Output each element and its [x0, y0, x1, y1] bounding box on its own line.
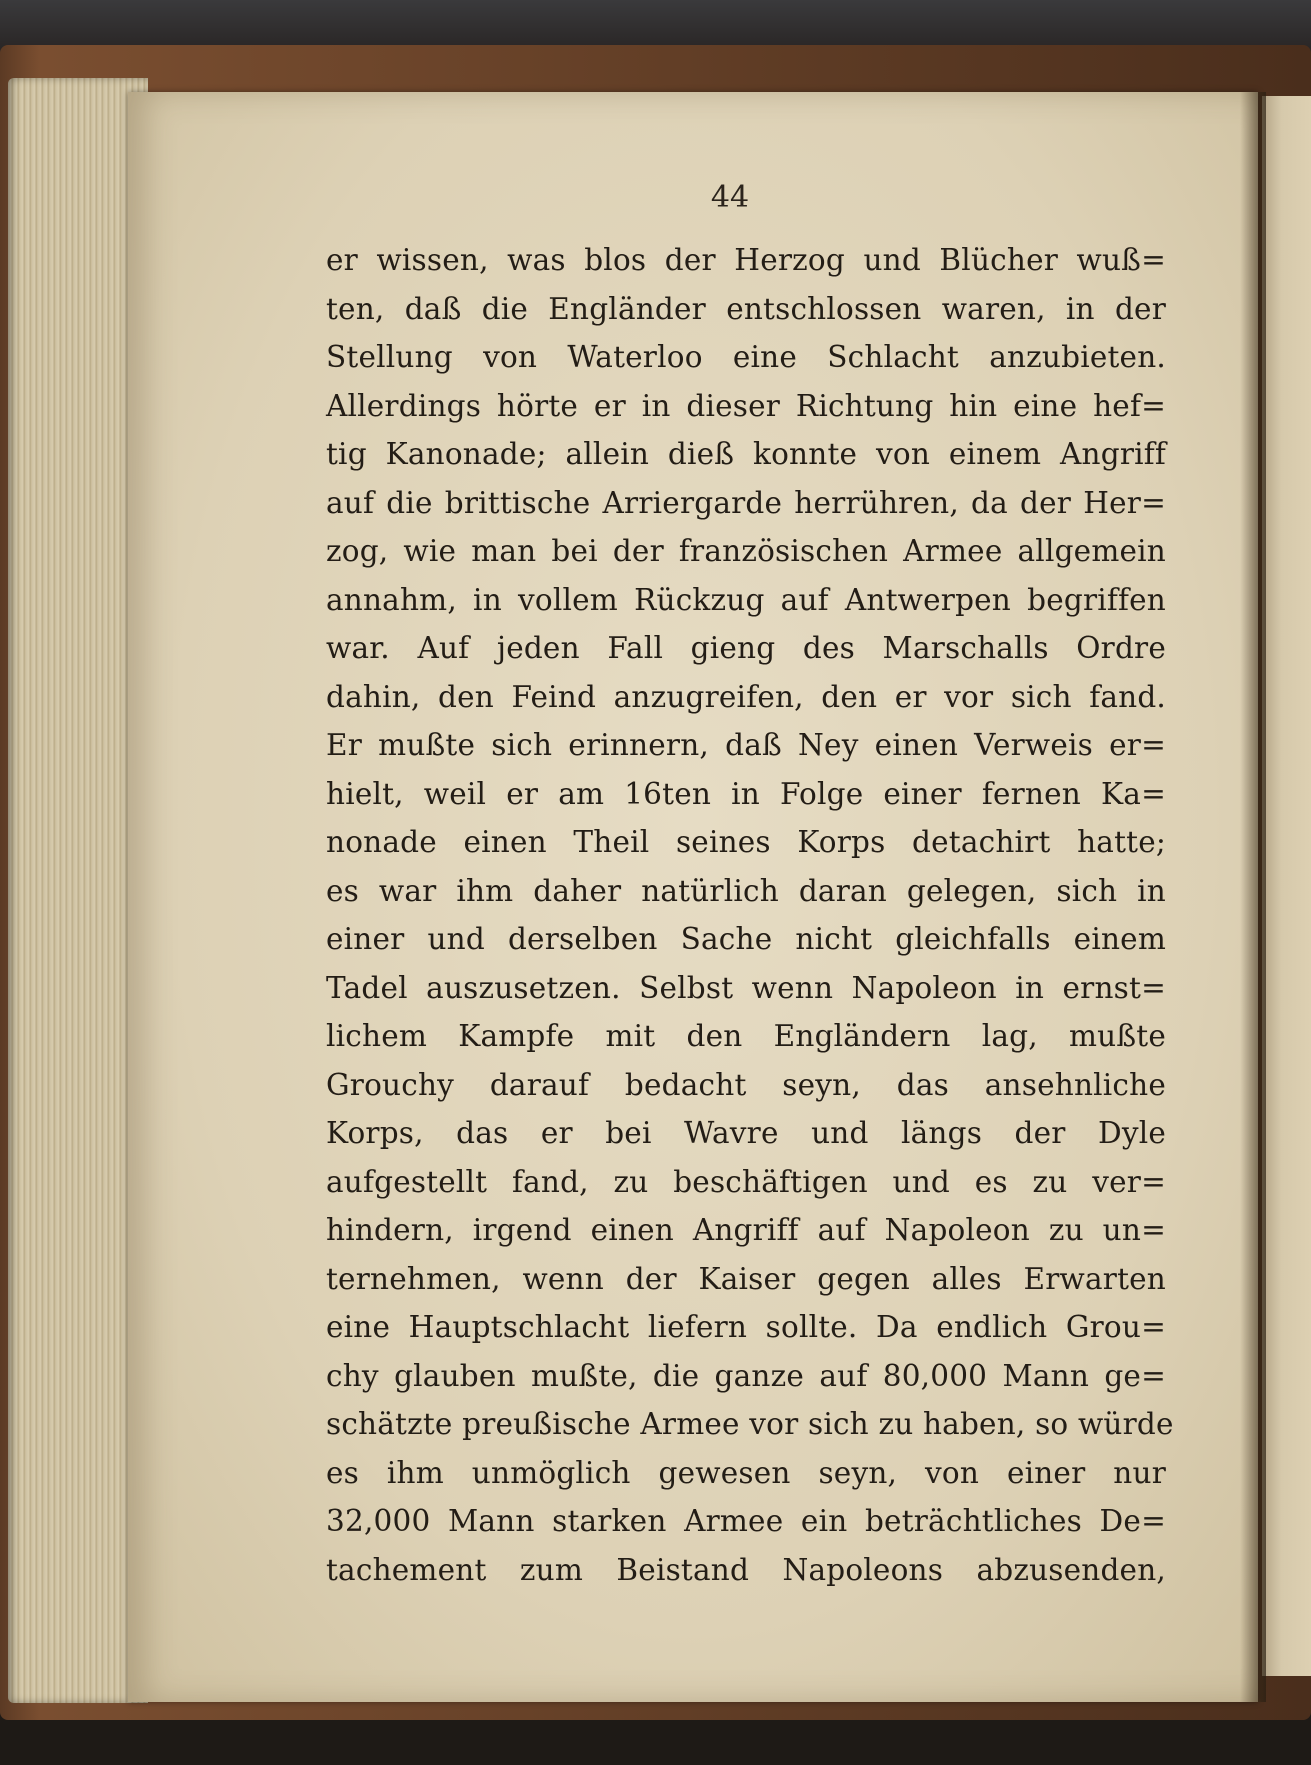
text-line: lichem Kampfe mit den Engländern lag, mußte [326, 1019, 1166, 1053]
page-number: 44 [710, 180, 750, 215]
text-line: Grouchy darauf bedacht seyn, das ansehnliche [326, 1067, 1166, 1102]
text-line: Stellung von Waterloo eine Schlacht anzubieten. [326, 340, 1166, 374]
text-line: 32,000 Mann starken Armee ein beträchtliches De= [326, 1504, 1166, 1538]
text-line: Er mußte sich erinnern, daß Ney einen Verweis er= [326, 728, 1166, 762]
text-line: zog, wie man bei der französischen Armee allgemein [326, 534, 1166, 568]
text-line: schätzte preußische Armee vor sich zu haben, so würde [326, 1407, 1174, 1441]
text-line: es war ihm daher natürlich daran gelegen, sich in [326, 873, 1166, 908]
text-line: hielt, weil er am 16ten in Folge einer fernen Ka= [326, 776, 1166, 811]
text-line: ten, daß die Engländer entschlossen waren, in der [326, 291, 1166, 326]
text-line: chy glauben mußte, die ganze auf 80,000 Mann ge= [326, 1358, 1166, 1393]
body-text [326, 236, 1174, 1594]
text-line: war. Auf jeden Fall gieng des Marschalls Ordre [326, 631, 1166, 665]
text-line: tachement zum Beistand Napoleons abzusenden, [326, 1552, 1166, 1587]
text-line: es ihm unmöglich gewesen seyn, von einer nur [326, 1455, 1166, 1490]
text-line: Tadel auszusetzen. Selbst wenn Napoleon in ernst= [326, 970, 1166, 1005]
text-line: einer und derselben Sache nicht gleichfalls einem [326, 922, 1166, 956]
text-line: auf die brittische Arriergarde herrühren, da der Her= [326, 485, 1166, 520]
text-line: er wissen, was blos der Herzog und Blücher wuß= [326, 243, 1166, 277]
text-line: ternehmen, wenn der Kaiser gegen alles Erwarten [326, 1261, 1166, 1296]
text-line: dahin, den Feind anzugreifen, den er vor sich fand. [326, 679, 1166, 714]
text-line: Allerdings hörte er in dieser Richtung hin eine hef= [326, 388, 1166, 423]
text-line: annahm, in vollem Rückzug auf Antwerpen begriffen [326, 582, 1166, 617]
text-line: aufgestellt fand, zu beschäftigen und es zu ver= [326, 1164, 1166, 1199]
text-line: Korps, das er bei Wavre und längs der Dyle [326, 1116, 1166, 1150]
page-gutter [1240, 92, 1266, 1702]
text-line: eine Hauptschlacht liefern sollte. Da endlich Grou= [326, 1310, 1166, 1344]
text-line: nonade einen Theil seines Korps detachirt hatte; [326, 825, 1166, 859]
text-line: tig Kanonade; allein dieß konnte von einem Angriff [326, 437, 1166, 471]
facing-page [1262, 96, 1311, 1676]
text-line: hindern, irgend einen Angriff auf Napoleon zu un= [326, 1213, 1166, 1247]
page-edges [8, 78, 148, 1703]
